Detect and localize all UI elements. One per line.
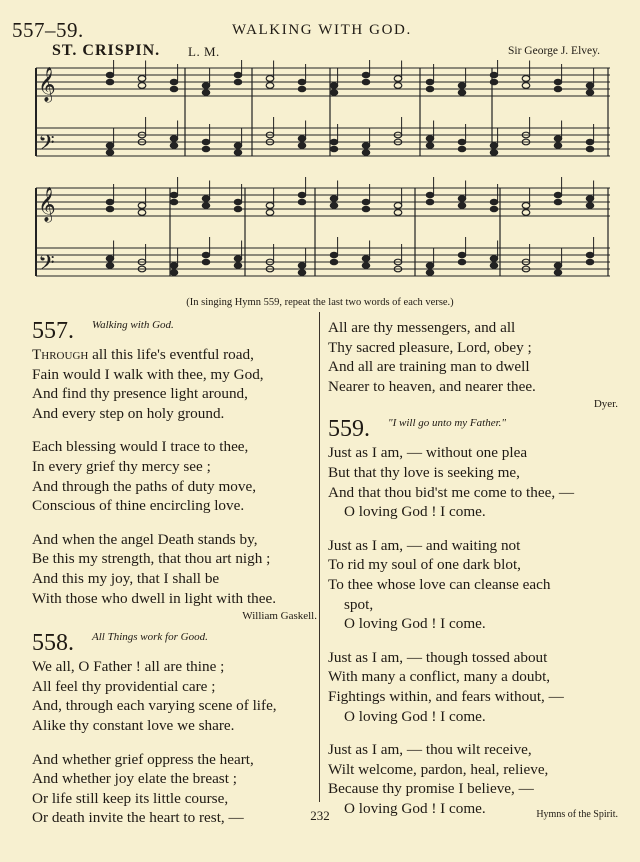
verse-line: Or life still keep its little course, — [32, 789, 229, 807]
hymn-557-heading — [32, 318, 317, 345]
verse-line: All feel thy providential care ; — [32, 677, 216, 695]
verse-line: Fightings within, and fears without, — — [328, 687, 564, 705]
verse-line: And whether grief oppress the heart, — [32, 750, 254, 768]
composer: Sir George J. Elvey. — [508, 45, 600, 57]
hymn-557-author: William Gaskell. — [242, 610, 317, 623]
hymn-558-text-left — [32, 657, 317, 828]
book-title: Hymns of the Spirit. — [536, 809, 618, 820]
verse-line: Wilt welcome, pardon, heal, relieve, — [328, 760, 549, 778]
hymn-558-heading — [32, 630, 317, 657]
svg-text:𝄢: 𝄢 — [38, 251, 55, 281]
running-title: WALKING WITH GOD. — [232, 22, 412, 38]
verse-line: Alike thy constant love we share. — [32, 716, 235, 734]
verse-line: spot, — [344, 595, 374, 613]
svg-text:𝄢: 𝄢 — [38, 131, 55, 161]
verse-line: Just as I am, — without one plea — [328, 444, 528, 462]
hymn-559-number: 559. — [328, 416, 370, 443]
verse-line: Just as I am, — though tossed about — [328, 648, 548, 666]
page-number: 232 — [310, 808, 330, 823]
verse-line: And whether joy elate the breast ; — [32, 770, 237, 788]
verse-line: And all are training man to dwell — [328, 358, 530, 376]
music-note: (In singing Hymn 559, repeat the last two words of each verse.) — [186, 297, 454, 308]
verse-line: To thee whose love can cleanse each — [328, 575, 551, 593]
verse-line: O loving God ! I come. — [344, 615, 486, 633]
verse-line: We all, O Father ! all are thine ; — [32, 658, 225, 676]
svg-text:𝄞: 𝄞 — [38, 67, 56, 102]
hymn-559-heading — [328, 416, 618, 443]
hymn-559-subtitle: "I will go unto my Father." — [388, 417, 507, 430]
hymn-558-text-right — [328, 318, 618, 396]
hymn-557-number: 557. — [32, 318, 74, 344]
hymn-558-number: 558. — [32, 630, 74, 657]
verse-line: Or death invite the heart to rest, — — [32, 809, 244, 827]
verse-line: All are thy messengers, and all — [328, 319, 516, 336]
verse-line: Nearer to heaven, and nearer thee. — [328, 377, 536, 395]
verse-line: And this my joy, that I shall be — [32, 569, 220, 587]
verse-line: Through all this life's eventful road, — [32, 346, 254, 363]
left-column — [32, 318, 317, 828]
tune-name: ST. CRISPIN. — [52, 42, 161, 59]
hymn-557-text — [32, 345, 317, 608]
verse-line: And, through each varying scene of life, — [32, 697, 277, 715]
svg-text:𝄞: 𝄞 — [38, 187, 56, 222]
verse-line: To rid my soul of one dark blot, — [328, 556, 521, 574]
verse-line: Just as I am, — and waiting not — [328, 536, 521, 554]
verse-line: Because thy promise I believe, — — [328, 780, 534, 798]
verse-line: In every grief thy mercy see ; — [32, 457, 211, 475]
right-column — [328, 318, 618, 818]
verse-line: With many a conflict, many a doubt, — [328, 668, 551, 686]
verse-line: With those who dwell in light with thee. — [32, 589, 277, 607]
verse-line: And that thou bid'st me come to thee, — — [328, 483, 575, 501]
verse-line: Thy sacred pleasure, Lord, obey ; — [328, 338, 532, 356]
hymn-559-text — [328, 443, 618, 818]
verse-line: O loving God ! I come. — [344, 503, 486, 521]
column-divider — [319, 312, 320, 802]
hymn-numbers: 557–59. — [12, 18, 84, 42]
verse-line: O loving God ! I come. — [344, 707, 486, 725]
hymn-558-subtitle: All Things work for Good. — [92, 631, 208, 644]
verse-line: And every step on holy ground. — [32, 404, 225, 422]
meter: L. M. — [188, 44, 220, 59]
hymn-558-author: Dyer. — [593, 398, 618, 411]
verse-line: And when the angel Death stands by, — [32, 530, 258, 548]
verse-line: Just as I am, — thou wilt receive, — [328, 741, 532, 759]
music-score — [30, 60, 620, 295]
hymn-557-subtitle: Walking with God. — [92, 319, 174, 331]
verse-line: Be this my strength, that thou art nigh ; — [32, 550, 271, 568]
verse-line: Fain would I walk with thee, my God, — [32, 365, 264, 383]
verse-line: And through the paths of duty move, — [32, 477, 256, 495]
verse-line: Each blessing would I trace to thee, — [32, 438, 249, 456]
verse-line: Conscious of thine encircling love. — [32, 497, 245, 515]
verse-line: And find thy presence light around, — [32, 385, 248, 403]
verse-line: But that thy love is seeking me, — [328, 463, 520, 481]
verse-line: O loving God ! I come. — [344, 799, 486, 817]
